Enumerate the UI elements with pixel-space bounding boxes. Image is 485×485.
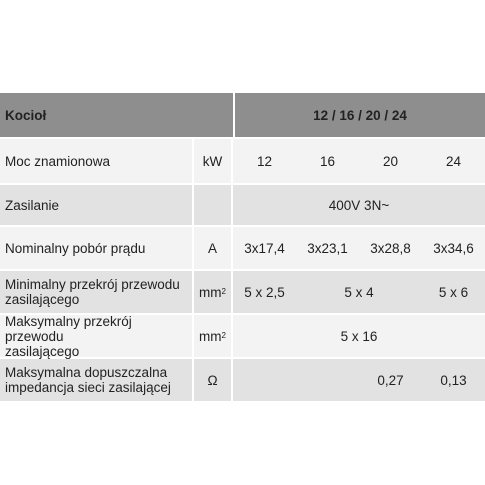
row-label-line: impedancja sieci zasilającej — [5, 380, 171, 395]
row-label — [0, 359, 194, 401]
row-label-line: Minimalny przekrój przewodu — [5, 277, 180, 292]
table-row — [0, 185, 485, 225]
row-unit: mm 2 — [194, 315, 233, 357]
table-row — [0, 315, 485, 357]
merged-value: 5 x 16 — [340, 328, 378, 344]
value-12: 3x17,4 — [244, 240, 285, 256]
boiler-spec-table — [0, 93, 485, 401]
table-row — [0, 359, 485, 401]
row-unit: A — [194, 227, 233, 269]
value-24: 5 x 6 — [438, 284, 469, 300]
value-16: 3x23,1 — [307, 240, 348, 256]
row-label — [0, 271, 194, 313]
value-20: 3x28,8 — [370, 240, 411, 256]
header-sizes: 12 / 16 / 20 / 24 — [233, 93, 485, 137]
value-24: 0,13 — [440, 372, 467, 388]
table-row — [0, 227, 485, 269]
value-20: 20 — [382, 153, 399, 169]
row-unit: mm 2 — [194, 271, 233, 313]
row-unit: Ω — [194, 359, 233, 401]
row-label-line: Maksymalny przekrój przewodu — [5, 313, 132, 344]
value-12: 12 — [256, 153, 273, 169]
header-title: Kocioł — [5, 107, 47, 123]
table-row — [0, 271, 485, 313]
row-label: Zasilanie — [0, 185, 194, 225]
merged-value: 400V 3N~ — [328, 197, 390, 213]
row-label-line: Maksymalna dopuszczalna — [5, 365, 168, 380]
merged-empty-value — [233, 359, 359, 401]
value-24: 24 — [445, 153, 462, 169]
value-24: 3x34,6 — [433, 240, 474, 256]
row-label: Moc znamionowa — [0, 139, 194, 183]
row-label — [0, 315, 194, 357]
row-label-line: zasilającego — [5, 292, 80, 307]
table-row — [0, 139, 485, 183]
unit-base: mm — [199, 284, 222, 300]
row-label: Nominalny pobór prądu — [0, 227, 194, 269]
row-label-line: zasilającego — [5, 343, 80, 359]
unit-base: mm — [199, 328, 222, 344]
row-unit — [194, 185, 233, 225]
value-16: 16 — [319, 153, 336, 169]
row-unit: kW — [194, 139, 233, 183]
merged-value-16-20: 5 x 4 — [344, 284, 374, 300]
table-header — [0, 93, 485, 137]
value-20: 0,27 — [377, 372, 404, 388]
value-12: 5 x 2,5 — [244, 284, 285, 300]
